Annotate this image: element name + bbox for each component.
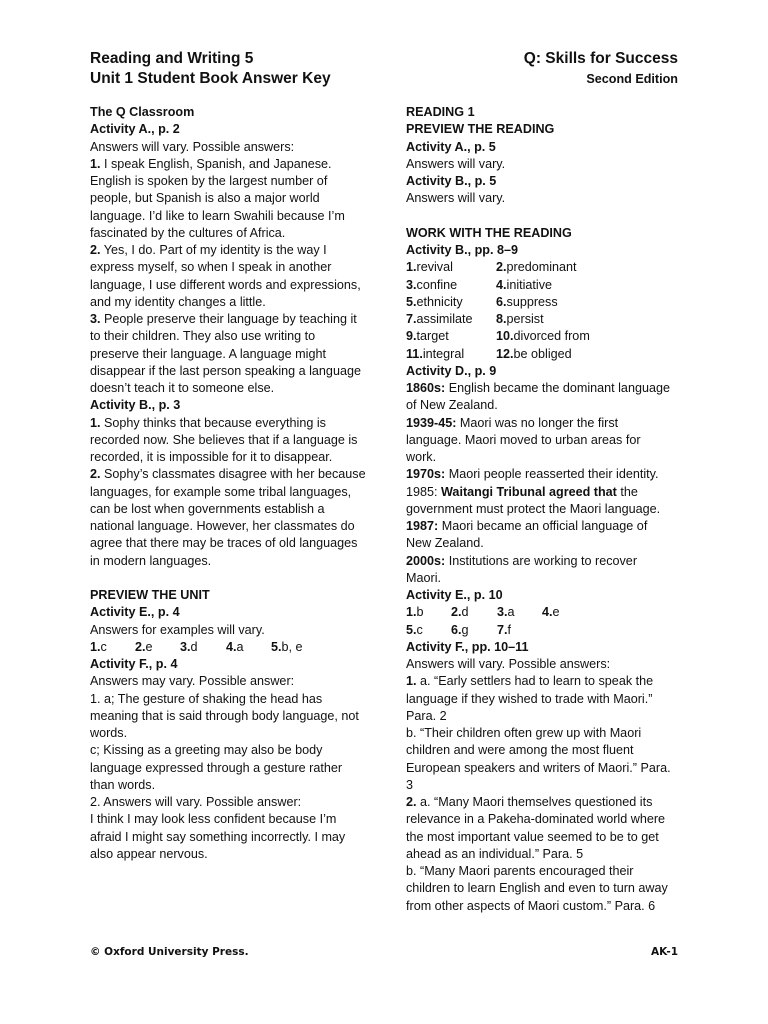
answer-number: 2.	[135, 639, 146, 654]
answer-number: 8.	[496, 312, 507, 326]
answer-line	[90, 466, 380, 483]
timeline-date: 1939-45:	[406, 415, 457, 430]
timeline-date: 1987:	[406, 519, 439, 533]
answer-number: 2.	[406, 795, 417, 809]
answer-line: children to learn English and even to turn away	[406, 881, 668, 896]
timeline-date: 1970s:	[406, 467, 446, 482]
answer-text: d	[190, 639, 198, 654]
answer-text: suppress	[506, 294, 558, 309]
vocab-row	[406, 294, 691, 311]
answer-item	[542, 604, 560, 621]
answer-text: b	[416, 605, 424, 620]
activity-heading: Activity E., p. 4	[90, 605, 180, 620]
answer-number: 4.	[542, 605, 553, 620]
answer-number: 1.	[406, 674, 417, 689]
answer-text: e	[552, 605, 560, 620]
edition-label: Second Edition	[586, 72, 678, 86]
answer-line: b. “Many Maori parents encouraged their	[406, 864, 634, 878]
answer-line: children and were among the most fluent	[406, 743, 634, 758]
answer-line: b. “Their children often grew up with Maori	[406, 726, 642, 740]
answer-line: national language. However, her classmates do	[90, 519, 355, 533]
answer-text: c	[416, 622, 423, 637]
vocab-row	[406, 259, 691, 276]
answer-line: recorded now. She believes that if a language is	[90, 432, 358, 447]
vocab-item	[496, 311, 544, 328]
timeline-entry	[406, 484, 691, 501]
answer-text: integral	[422, 346, 465, 361]
vocab-row	[406, 277, 691, 294]
answer-number: 6.	[496, 294, 507, 309]
section-heading: PREVIEW THE READING	[406, 122, 555, 137]
answer-line: can be lost when governments establish a	[90, 501, 325, 516]
answer-row	[406, 604, 691, 621]
answer-line: 3	[406, 777, 414, 792]
answer-line: than words.	[90, 777, 156, 792]
activity-heading: Activity D., p. 9	[406, 363, 497, 378]
timeline-date: 1985:	[406, 484, 442, 499]
activity-heading: Activity B., pp. 8–9	[406, 243, 518, 257]
answer-line: words.	[90, 726, 128, 740]
answer-text: confine	[416, 277, 458, 292]
answer-text: Yes, I do. Part of my identity is the way I	[100, 243, 327, 257]
answer-text: a. “Early settlers had to learn to speak the	[416, 674, 654, 689]
answer-row	[406, 622, 691, 639]
vocab-item	[406, 328, 496, 345]
activity-heading: Activity F., pp. 10–11	[406, 639, 529, 654]
answer-line: recorded, it is impossible for it to disappear.	[90, 450, 333, 464]
answer-number: 1.	[90, 415, 101, 430]
answer-number: 3.	[90, 312, 101, 326]
answer-line	[406, 673, 691, 690]
answer-number: 11.	[406, 346, 423, 361]
answer-line: from other aspects of Maori custom.” Para. 6	[406, 898, 656, 913]
answer-text: ethnicity	[416, 294, 463, 309]
vocab-item	[496, 294, 558, 311]
answer-number: 2.	[496, 260, 507, 275]
answer-line: Answers will vary.	[406, 156, 506, 171]
activity-intro: Answers will vary. Possible answers:	[406, 657, 611, 671]
section-heading: PREVIEW THE UNIT	[90, 588, 210, 602]
answer-number: 1.	[90, 639, 101, 654]
answer-line: also appear nervous.	[90, 846, 208, 861]
answer-text: a	[507, 605, 515, 620]
answer-line: ahead as an individual.” Para. 5	[406, 846, 584, 861]
answer-line: work.	[406, 450, 437, 464]
answer-line: languages, for example some tribal languages,	[90, 484, 352, 499]
timeline-text: English became the dominant language	[445, 381, 670, 395]
answer-text: e	[145, 639, 153, 654]
vocab-item	[406, 346, 496, 363]
vocab-row	[406, 311, 691, 328]
answer-number: 7.	[406, 312, 417, 326]
answer-text: I speak English, Spanish, and Japanese.	[100, 156, 332, 171]
answer-text: d	[461, 605, 469, 620]
answer-line: of New Zealand.	[406, 398, 498, 413]
answer-line: 1. a; The gesture of shaking the head has	[90, 691, 323, 706]
spacer	[90, 570, 380, 587]
vocab-item	[496, 328, 590, 345]
answer-line: preserve their language. A language might	[90, 346, 326, 361]
answer-line: to their children. They also use writing to	[90, 329, 316, 344]
answer-text: target	[416, 329, 449, 344]
timeline-text: the	[616, 484, 638, 499]
answer-line	[90, 415, 380, 432]
answer-number: 5.	[406, 294, 417, 309]
answer-number: 1.	[406, 260, 417, 275]
timeline-entry	[406, 380, 691, 397]
answer-line: the most important value seemed to be to get	[406, 829, 659, 844]
answer-item	[406, 604, 451, 621]
activity-intro: Answers for examples will vary.	[90, 622, 265, 637]
answer-item	[497, 604, 542, 621]
answer-number: 4.	[496, 277, 507, 292]
answer-number: 3.	[180, 639, 191, 654]
answer-line: Maori.	[406, 570, 441, 585]
answer-item	[226, 639, 271, 656]
answer-text: divorced from	[513, 329, 590, 344]
answer-number: 2.	[90, 243, 101, 257]
timeline-date: 2000s:	[406, 553, 446, 568]
vocab-item	[496, 277, 552, 294]
answer-text: g	[461, 622, 469, 637]
answer-item	[90, 639, 135, 656]
answer-line: language, I use different words and expressions,	[90, 277, 361, 292]
answer-line: 2. Answers will vary. Possible answer:	[90, 795, 302, 809]
timeline-emphasis: Waitangi Tribunal agreed that	[441, 484, 617, 499]
vocab-row	[406, 328, 691, 345]
page-number: AK-1	[650, 946, 678, 958]
answer-line: relevance in a Pakeha-dominated world where	[406, 812, 666, 827]
spacer	[406, 208, 691, 225]
answer-line: afraid I might say something incorrectly. I may	[90, 829, 346, 844]
answer-number: 5.	[406, 622, 417, 637]
answer-line: doesn’t teach it to someone else.	[90, 381, 275, 395]
answer-text: predominant	[506, 260, 577, 275]
answer-text: revival	[416, 260, 453, 275]
answer-line: Answers will vary.	[406, 191, 506, 206]
answer-number: 3.	[497, 605, 508, 620]
vocab-item	[406, 259, 496, 276]
answer-item	[180, 639, 226, 656]
vocab-item	[406, 277, 496, 294]
answer-line: government must protect the Maori language.	[406, 501, 661, 516]
answer-line: express myself, so when I speak in another	[90, 260, 332, 275]
activity-intro: Answers may vary. Possible answer:	[90, 674, 295, 689]
timeline-entry	[406, 518, 691, 535]
activity-heading: Activity F., p. 4	[90, 657, 178, 671]
activity-intro: Answers will vary. Possible answers:	[90, 139, 295, 154]
answer-line: European speakers and writers of Maori.” Para.	[406, 760, 671, 775]
answer-item	[271, 639, 303, 656]
answer-text: initiative	[506, 277, 553, 292]
series-title: Q: Skills for Success	[523, 50, 678, 67]
answer-text: c	[100, 639, 107, 654]
answer-line: c; Kissing as a greeting may also be body	[90, 743, 323, 758]
answer-item	[135, 639, 180, 656]
answer-number: 2.	[451, 605, 462, 620]
answer-line: language if they wished to trade with Maori.”	[406, 691, 653, 706]
answer-line: English is spoken by the largest number of	[90, 174, 328, 188]
answer-number: 1.	[90, 156, 101, 171]
answer-number: 7.	[497, 622, 508, 637]
answer-number: 1.	[406, 605, 417, 620]
activity-heading: Activity E., p. 10	[406, 588, 503, 602]
answer-number: 9.	[406, 329, 417, 344]
answer-line: fascinated by the cultures of Africa.	[90, 225, 286, 240]
doc-title-line2: Unit 1 Student Book Answer Key	[90, 70, 331, 87]
answer-item	[451, 622, 497, 639]
answer-line: people, but Spanish is also a major world	[90, 191, 320, 206]
activity-heading: Activity A., p. 5	[406, 139, 496, 154]
answer-number: 5.	[271, 639, 282, 654]
answer-line	[90, 311, 380, 328]
activity-heading: Activity B., p. 5	[406, 174, 497, 188]
answer-line: language. Maori moved to urban areas for	[406, 432, 641, 447]
timeline-entry	[406, 553, 691, 570]
answer-line	[90, 156, 380, 173]
answer-line: I think I may look less confident because I’m	[90, 812, 337, 827]
answer-item	[451, 604, 497, 621]
answer-text: f	[507, 622, 512, 637]
answer-text: People preserve their language by teaching it	[100, 312, 357, 326]
vocab-item	[496, 259, 577, 276]
timeline-entry	[406, 466, 691, 483]
answer-line: agree that there may be traces of old languages	[90, 536, 358, 551]
vocab-item	[496, 346, 572, 363]
answer-number: 10.	[496, 329, 514, 344]
timeline-text: Institutions are working to recover	[445, 553, 638, 568]
answer-line: disappear if the last person speaking a language	[90, 363, 361, 378]
answer-text: a. “Many Maori themselves questioned its	[416, 795, 653, 809]
activity-heading: Activity A., p. 2	[90, 122, 180, 137]
timeline-text: Maori became an official language of	[438, 519, 648, 533]
vocab-item	[406, 311, 496, 328]
section-heading: WORK WITH THE READING	[406, 225, 572, 240]
timeline-text: Maori people reasserted their identity.	[445, 467, 659, 482]
answer-line	[406, 794, 691, 811]
timeline-date: 1860s:	[406, 381, 446, 395]
answer-line: language expressed through a gesture rather	[90, 760, 343, 775]
answer-line	[90, 242, 380, 259]
timeline-entry	[406, 415, 691, 432]
answer-line: New Zealand.	[406, 536, 484, 551]
answer-line: language. I’d like to learn Swahili because I’m	[90, 208, 345, 223]
answer-number: 12.	[496, 346, 514, 361]
answer-text: b, e	[281, 639, 303, 654]
vocab-item	[406, 294, 496, 311]
doc-title-line1: Reading and Writing 5	[90, 50, 254, 67]
answer-line: and my identity changes a little.	[90, 294, 266, 309]
answer-line: in modern languages.	[90, 553, 212, 568]
section-heading: READING 1	[406, 105, 475, 119]
answer-text: assimilate	[416, 312, 473, 326]
answer-text: Sophy’s classmates disagree with her because	[100, 467, 366, 482]
answer-item	[497, 622, 511, 639]
answer-text: Sophy thinks that because everything is	[100, 415, 326, 430]
answer-number: 3.	[406, 277, 417, 292]
right-column	[406, 104, 691, 915]
vocab-row	[406, 346, 691, 363]
answer-number: 2.	[90, 467, 101, 482]
answer-row	[90, 639, 380, 656]
answer-text: a	[236, 639, 244, 654]
activity-heading: Activity B., p. 3	[90, 398, 181, 413]
answer-item	[406, 622, 451, 639]
answer-text: persist	[506, 312, 544, 326]
answer-line: Para. 2	[406, 708, 447, 723]
answer-line: meaning that is said through body language, not	[90, 708, 359, 723]
timeline-text: Maori was no longer the first	[456, 415, 619, 430]
answer-number: 6.	[451, 622, 462, 637]
copyright-notice: © Oxford University Press.	[90, 946, 249, 958]
left-column	[90, 104, 380, 863]
answer-text: be obliged	[513, 346, 572, 361]
section-heading: The Q Classroom	[90, 105, 195, 119]
answer-number: 4.	[226, 639, 237, 654]
